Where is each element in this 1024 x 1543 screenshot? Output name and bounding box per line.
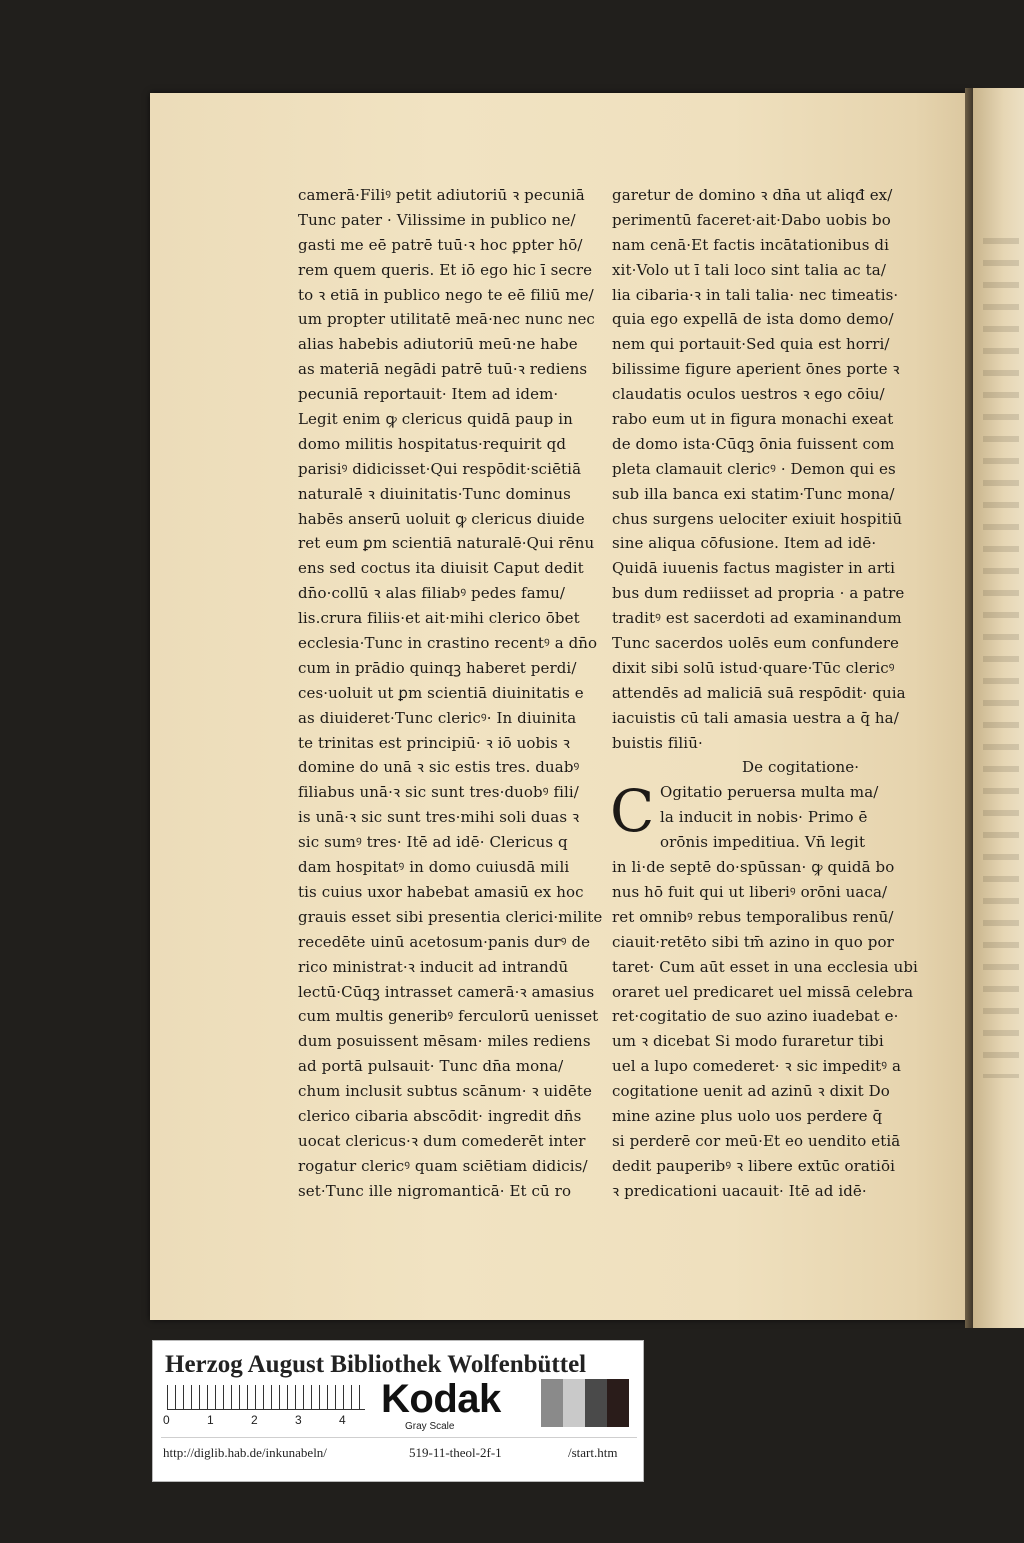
text-line: ens sed coctus ita diuisit Caput dedit <box>298 559 584 578</box>
text-line: Quidā iuuenis factus magister in arti <box>612 559 896 578</box>
text-line: sine aliqua cōfusione. Item ad idē· <box>612 534 877 553</box>
text-line: uocat clericus·ꝛ dum comederēt inter <box>298 1131 586 1150</box>
text-line: nam cenā·Et factis incātationibus di <box>612 235 889 254</box>
text-line: pecuniā reportauit· Item ad idem· <box>298 385 559 404</box>
text-line: orōnis impeditiua. Vn̄ legit <box>660 833 866 852</box>
text-line: lis.crura filiis·et ait·mihi clerico ōbet <box>298 609 580 628</box>
initial-paragraph <box>610 777 912 855</box>
right-column-bottom-text <box>612 855 918 1203</box>
text-line: domine do unā ꝛ sic estis tres. duabꝰ <box>298 758 580 777</box>
text-line: Ogitatio peruersa multa ma/ <box>660 783 879 802</box>
ruler-number: 1 <box>207 1413 214 1427</box>
gray-swatch <box>541 1379 563 1427</box>
text-line: naturalē ꝛ diuinitatis·Tunc dominus <box>298 484 571 503</box>
text-line: dn̄o·collū ꝛ alas filiabꝰ pedes famu/ <box>298 584 565 603</box>
page-file: /start.htm <box>568 1445 618 1460</box>
gray-swatches <box>541 1379 629 1427</box>
text-line: xit·Volo ut ī tali loco sint talia ac ta/ <box>612 260 886 279</box>
text-line: as materiā negādi patrē tuū·ꝛ rediens <box>298 360 588 379</box>
text-line: rabo eum ut in figura monachi exeat <box>612 410 894 429</box>
next-page-edge <box>973 88 1024 1328</box>
text-line: ret·cogitatio de suo azino iuadebat e· <box>612 1007 899 1026</box>
text-line: dixit sibi solū istud·quare·Tūc clericꝰ <box>612 658 895 677</box>
text-line: Tunc sacerdos uolēs eum confundere <box>612 634 899 653</box>
text-line: domo militis hospitatus·requirit qd <box>298 434 567 453</box>
text-line: taret· Cum aūt esset in una ecclesia ubi <box>612 957 918 976</box>
text-line: garetur de domino ꝛ dn̄a ut aliqđ ex/ <box>612 186 893 204</box>
text-line: pleta clamauit clericꝰ · Demon qui es <box>612 459 896 478</box>
text-line: dam hospitatꝰ in domo cuiusdā mili <box>298 858 570 877</box>
text-line: gasti me eē patrē tuū·ꝛ hoc ꝑpter hō/ <box>298 235 583 254</box>
section-heading: De cogitatione· <box>742 758 860 777</box>
text-line: Tunc pater · Vilissime in publico ne/ <box>298 210 576 229</box>
text-line: filiabus unā·ꝛ sic sunt tres·duobꝰ fili/ <box>298 783 579 802</box>
text-line: iacuistis cū tali amasia uestra a q̄ ha/ <box>612 708 899 727</box>
text-line: ciauit·retēto sibi tm̄ azino in quo por <box>612 932 894 951</box>
text-line: rico ministrat·ꝛ inducit ad intrandū <box>298 957 569 976</box>
text-line: um ꝛ dicebat Si modo furaretur tibi <box>612 1032 884 1051</box>
gray-swatch <box>563 1379 585 1427</box>
text-line: nem qui portauit·Sed quia est horri/ <box>612 335 890 354</box>
text-line: ecclesia·Tunc in crastino recentꝰ a dn̄o <box>298 634 598 653</box>
text-line: nus hō fuit qui ut liberiꝰ orōni uaca/ <box>612 882 888 901</box>
text-line: chus surgens uelociter exiuit hospitiū <box>612 509 903 528</box>
text-line: perimentū faceret·ait·Dabo uobis bo <box>612 210 891 229</box>
ruler-number: 3 <box>295 1413 302 1427</box>
text-line: mine azine plus uolo uos perdere q̄ <box>612 1106 883 1125</box>
text-line: alias habebis adiutoriū meū·ne habe <box>298 335 578 354</box>
text-line: quia ego expellā de ista domo demo/ <box>612 310 894 329</box>
text-line: chum inclusit subtus scānum· ꝛ uidēte <box>298 1082 592 1101</box>
text-line: camerā·Filiꝰ petit adiutoriū ꝛ pecuniā <box>298 186 585 204</box>
text-line: cum in prādio quinqꝫ haberet perdi/ <box>298 658 577 677</box>
kodak-logo: Kodak <box>381 1377 501 1421</box>
text-line: set·Tunc ille nigromanticā· Et cū ro <box>298 1181 572 1200</box>
right-column-top-text <box>612 183 912 755</box>
left-text-column <box>298 183 603 1204</box>
text-line: in li·de septē do·spūssan· ꝙ quidā bo <box>612 858 895 877</box>
ruler-number: 4 <box>339 1413 346 1427</box>
card-divider <box>161 1437 637 1438</box>
ruler-number: 0 <box>163 1413 170 1427</box>
card-footer <box>163 1439 635 1467</box>
text-line: as diuideret·Tunc clericꝰ· In diuinita <box>298 708 577 727</box>
text-line: to ꝛ etiā in publico nego te eē filiū me/ <box>298 285 594 304</box>
text-line: dum posuissent mēsam· miles rediens <box>298 1032 591 1051</box>
shelfmark: 519-11-theol-2f-1 <box>409 1445 502 1460</box>
text-line: ret eum ꝑm scientiā naturalē·Qui rēnu <box>298 534 595 553</box>
text-line: recedēte uinū acetosum·panis durꝰ de <box>298 932 591 951</box>
text-line: ꝛ predicationi uacauit· Itē ad idē· <box>612 1181 867 1200</box>
text-line: sic sumꝰ tres· Itē ad idē· Clericus q <box>298 833 568 852</box>
digital-library-url: http://diglib.hab.de/inkunabeln/ <box>163 1445 327 1460</box>
text-line: bus dum rediisset ad propria · a patre <box>612 584 905 603</box>
text-line: cogitatione uenit ad azinū ꝛ dixit Do <box>612 1082 890 1101</box>
ruler-numbers <box>163 1413 373 1429</box>
text-line: ret omnibꝰ rebus temporalibus renū/ <box>612 907 894 926</box>
text-line: tis cuius uxor habebat amasiū ex hoc <box>298 882 584 901</box>
text-line: Legit enim ꝙ clericus quidā paup in <box>298 410 573 429</box>
gray-swatch <box>607 1379 629 1427</box>
text-line: la inducit in nobis· Primo ē <box>660 808 868 827</box>
scale-ruler <box>167 1385 365 1410</box>
library-name: Herzog August Bibliothek Wolfenbüttel <box>165 1351 587 1378</box>
text-line: de domo ista·Cūqꝫ ōnia fuissent com <box>612 434 895 453</box>
text-line: buistis filiū· <box>612 733 703 752</box>
text-line: clerico cibaria abscōdit· ingredit dn̄s <box>298 1106 582 1125</box>
text-line: is unā·ꝛ sic sunt tres·mihi soli duas ꝛ <box>298 808 580 827</box>
text-line: sub illa banca exi statim·Tunc mona/ <box>612 484 895 503</box>
text-line: rogatur clericꝰ quam sciētiam didicis/ <box>298 1156 588 1175</box>
text-line: habēs anserū uoluit ꝙ clericus diuide <box>298 509 585 528</box>
text-line: grauis esset sibi presentia clerici·milite <box>298 907 603 926</box>
color-target-card <box>152 1340 644 1482</box>
next-page-text-bleed <box>983 238 1019 1078</box>
ruler-number: 2 <box>251 1413 258 1427</box>
text-line: traditꝰ est sacerdoti ad examinandum <box>612 609 902 628</box>
initial-lines <box>610 777 912 855</box>
right-text-column <box>610 183 918 1204</box>
text-line: lia cibaria·ꝛ in tali talia· nec timeatis· <box>612 285 899 304</box>
text-line: attendēs ad maliciā suā respōdit· quia <box>612 683 906 702</box>
text-line: cum multis generibꝰ ferculorū uenisset <box>298 1007 599 1026</box>
text-line: rem quem queris. Et iō ego hic ī secre <box>298 260 593 279</box>
text-line: ces·uoluit ut ꝑm scientiā diuinitatis e <box>298 683 584 702</box>
text-line: claudatis oculos uestros ꝛ ego cōiu/ <box>612 385 885 404</box>
book-gutter <box>965 88 973 1328</box>
text-line: uel a lupo comederet· ꝛ sic impeditꝰ a <box>612 1057 902 1076</box>
text-line: dedit pauperibꝰ ꝛ libere extūc oratiōi <box>612 1156 895 1175</box>
gray-swatch <box>585 1379 607 1427</box>
decorated-initial: C <box>610 777 655 846</box>
text-line: ad portā pulsauit· Tunc dn̄a mona/ <box>298 1057 564 1076</box>
text-line: si perderē cor meū·Et eo uendito etiā <box>612 1131 901 1150</box>
text-line: um propter utilitatē meā·nec nunc nec <box>298 310 595 329</box>
text-line: parisiꝰ didicisset·Qui respōdit·sciētiā <box>298 459 582 478</box>
text-line: te trinitas est principiū· ꝛ iō uobis ꝛ <box>298 733 570 752</box>
text-line: lectū·Cūqꝫ intrasset camerā·ꝛ amasius <box>298 982 595 1001</box>
gray-scale-label: Gray Scale <box>405 1421 455 1432</box>
text-line: oraret uel predicaret uel missā celebra <box>612 982 914 1001</box>
text-line: bilissime figure aperient ōnes porte ꝛ <box>612 360 900 379</box>
